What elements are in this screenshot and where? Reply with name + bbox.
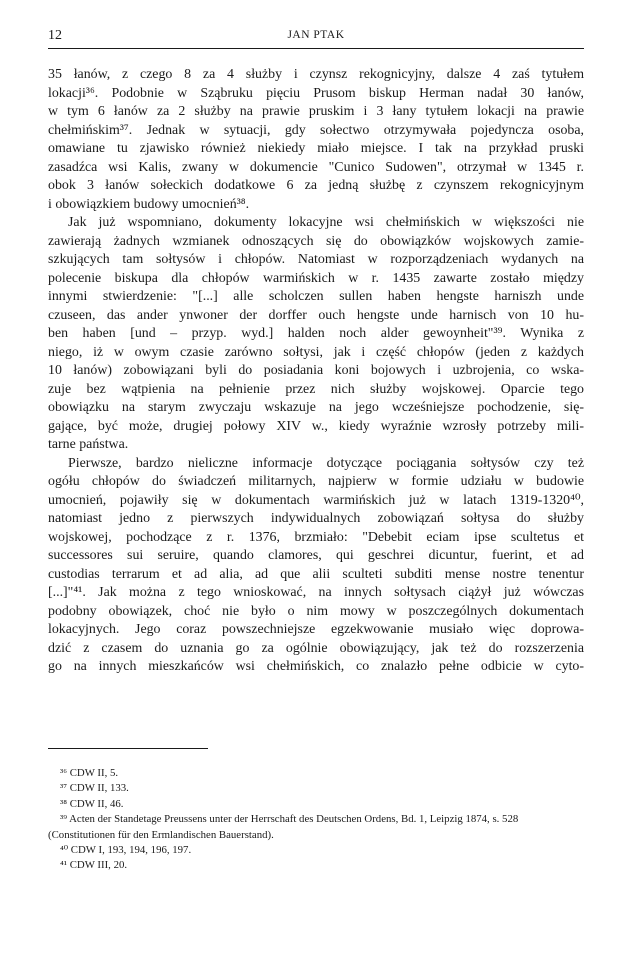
text-line: ogółu chłopów do świadczeń militarnych, najpierw w formie udziału w budowie (48, 474, 584, 489)
text-line: 10 łanów) zobowiązani byli do posiadania koni bojowych i uzbrojenia, co wska- (48, 363, 584, 378)
text-line: Jak już wspomniano, dokumenty lokacyjne wsi chełmińskich w większości nie (68, 215, 584, 230)
page-number: 12 (48, 28, 62, 43)
running-head: JAN PTAK (287, 29, 345, 41)
text-line: chełmińskim³⁷. Jednak w sytuacji, gdy sołectwo otrzymywała pojedyncza osoba, (48, 122, 584, 138)
footnote: ³⁹ Acten der Standetage Preussens unter der Herrschaft des Deutschen Ordens, Bd. 1, Leipzig 1874, s. 528 (60, 813, 519, 826)
footnote: ³⁶ CDW II, 5. (60, 767, 119, 779)
text-line: 35 łanów, z czego 8 za 4 służby i czynsz rekognicyjny, dalsze 4 zaś tytułem (48, 67, 584, 82)
text-line: tarne państwa. (48, 437, 129, 452)
text-line: obok 3 łanów sołeckich dodatkowe 6 za jedną służbę z czynszem rekognicyjnym (48, 178, 584, 193)
text-line: wojskowej, pochodzące z r. 1376, brzmiało: "Debebit eciam ipse scultetus et (48, 529, 584, 545)
text-line: zasadźca wsi Kalis, zwany w dokumencie "Cunico Sudowen", otrzymał w 1345 r. (48, 159, 584, 175)
footnote-divider (48, 748, 208, 749)
page-header (48, 28, 584, 49)
text-line: gające, być może, drugiej połowy XIV w., kiedy wyraźnie wzrosły potrzeby mili- (48, 418, 584, 434)
text-line: polecenie biskupa dla chłopów warmińskich w r. 1435 zawarte zostało między (48, 270, 584, 286)
text-line: w tym 6 łanów za 2 służby na prawie pruskim i 3 łany tytułem lokacji na prawie (48, 104, 584, 119)
text-line: lokacyjnych. Jego coraz powszechniejsze egzekwowanie musiało więc doprowa- (48, 622, 584, 637)
text-line: successores sui seruire, quando clamores, qui geschrei dicuntur, fuerint, et ad (48, 548, 584, 563)
text-line: niego, iż w owym czasie zarówno sołtysi, jak i część chłopów (jeden z każdych (48, 344, 584, 360)
footnote-continuation: (Constitutionen für den Ermlandischen Bauerstand). (48, 828, 274, 841)
text-line: custodias terrarum et ad alia, ad que alii sculteti subditi mense nostre tenentur (48, 566, 584, 582)
text-line: umocnień, pojawiły się w dokumentach warmińskich już w latach 1319-1320⁴⁰, (48, 492, 584, 508)
footnotes (48, 766, 584, 874)
text-line: czuseen, das ander ynwoner der dorffer ouch hengste unde harnisch von 10 hu- (48, 307, 584, 323)
text-line: szkujących tam sołtysów i chłopów. Natomiast w rozporządzeniach wydanych na (48, 252, 584, 267)
footnote: ³⁷ CDW II, 133. (60, 782, 129, 795)
text-line: podobny obowiązek, choć nie było o nim mowy w poszczególnych dokumentach (48, 603, 584, 619)
text-line: i obowiązkiem budowy umocnień³⁸. (48, 196, 250, 212)
text-line: zawierają żadnych wzmianek odnoszących się do obowiązków wojskowych zamie- (48, 233, 584, 249)
text-line: [...]"⁴¹. Jak można z tego wnioskować, na innych sołtysach ciążył już wówczas (48, 585, 584, 600)
text-line: Pierwsze, bardzo nieliczne informacje dotyczące pociągania sołtysów czy też (68, 455, 584, 471)
text-line: omawiane tu zjawisko również niekiedy miało miejsce. I tak na przykład pruski (48, 141, 584, 156)
text-line: lokacji³⁶. Podobnie w Sząbruku pięciu Prusom biskup Herman nadał 30 łanów, (48, 85, 584, 101)
text-line: innymi stwierdzenie: "[...] alle scholczen sullen haben hengste harniszh unde (48, 289, 584, 304)
text-line: zuje bez wątpienia na pełnienie przez nich służby wojskowej. Oparcie tego (48, 381, 584, 397)
text-line: go na innych mieszkańców wsi chełmińskich, co znalazło pełne odbicie w cyto- (48, 659, 584, 674)
text-line: dzić z czasem do uznania go za ogólnie obowiązujący, jak też do rozszerzenia (48, 640, 584, 656)
footnote: ⁴¹ CDW III, 20. (60, 859, 128, 872)
body-text (48, 66, 584, 677)
text-line: obowiązku na starym zwyczaju wskazuje na jego wcześniejsze pochodzenie, się- (48, 400, 584, 415)
footnote: ⁴⁰ CDW I, 193, 194, 196, 197. (60, 843, 192, 856)
footnote: ³⁸ CDW II, 46. (60, 797, 124, 810)
text-line: natomiast jedno z pierwszych indywidualnych zobowiązań sołtysa do służby (48, 511, 584, 526)
text-line: ben haben [und – przyp. wyd.] halden noch alder gewoynheit"³⁹. Wynika z (48, 326, 584, 341)
